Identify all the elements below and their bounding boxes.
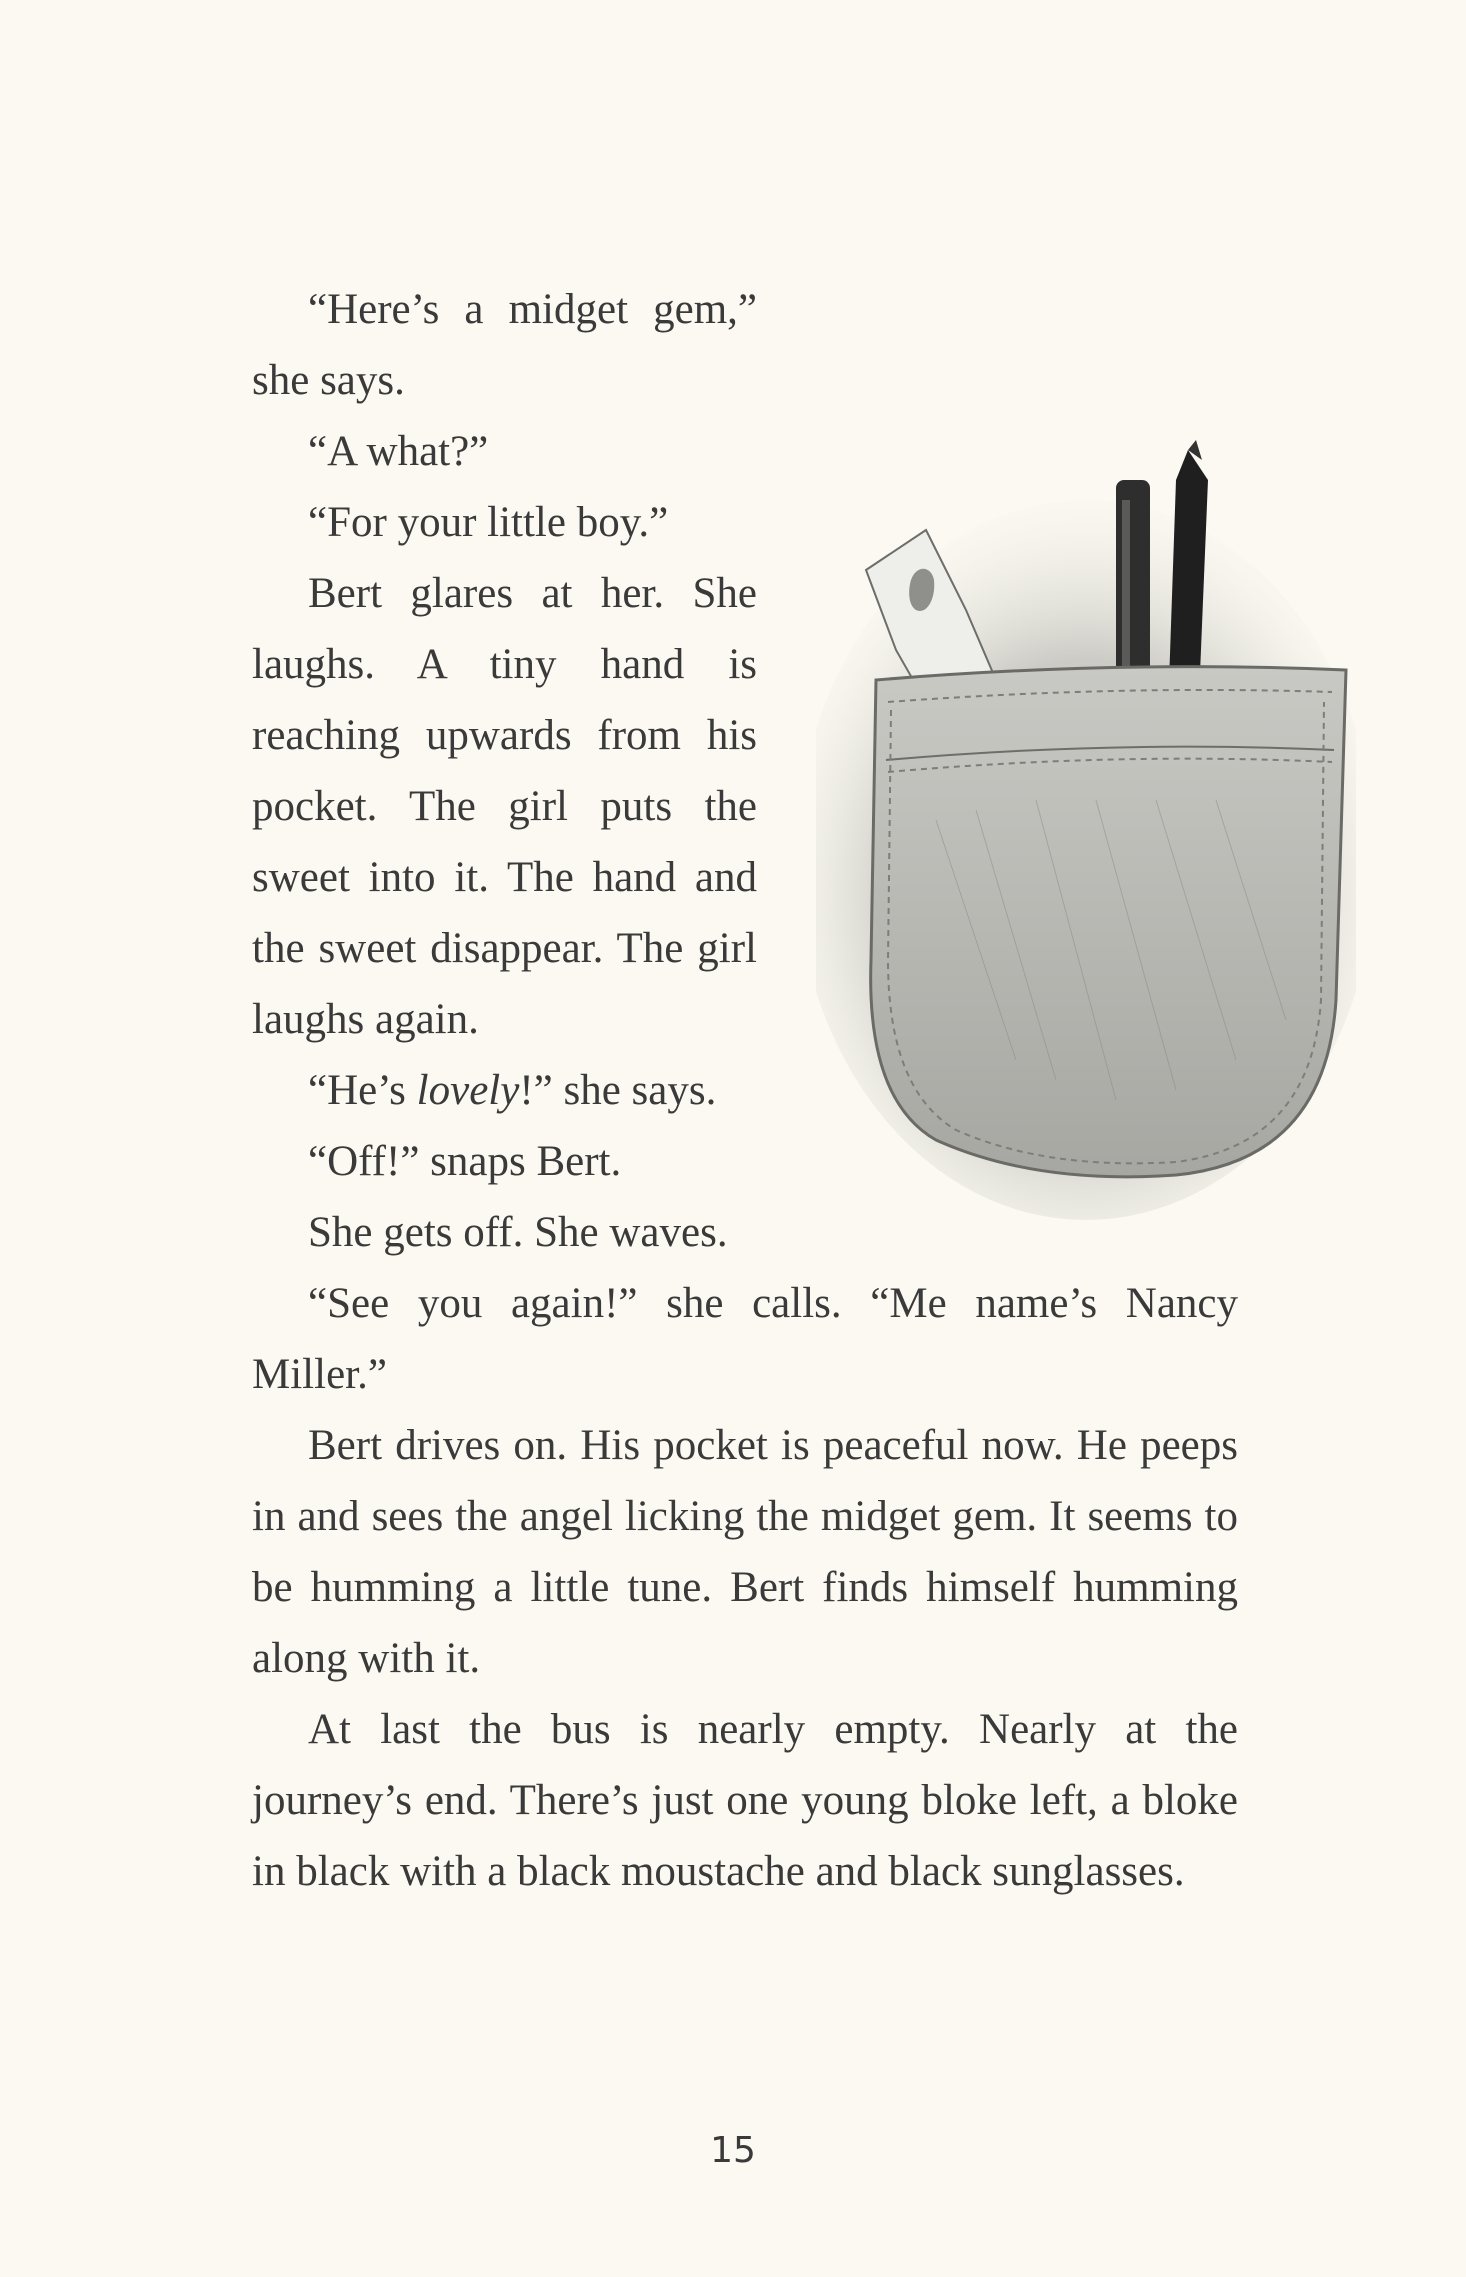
- paragraph: At last the bus is nearly empty. Nearly at the journey’s end. There’s just one young bloke left, a bloke in black with a black moustache and black sunglasses.: [252, 1706, 1238, 1895]
- paragraph: She gets off. She waves.: [308, 1209, 728, 1256]
- paragraph: “Off!” snaps Bert.: [308, 1138, 622, 1185]
- text-run: “He’s: [308, 1067, 417, 1114]
- paragraph: “For your little boy.”: [308, 499, 669, 546]
- emphasis-text: lovely: [416, 1067, 520, 1114]
- shirt-pocket-with-pens-illustration: [816, 440, 1356, 1220]
- paragraph: Bert drives on. His pocket is peaceful now. He peeps in and sees the angel licking the midget gem. It seems to be humming a little tune. Bert finds himself humming along with it.: [252, 1422, 1238, 1682]
- paragraph: “See you again!” she calls. “Me name’s Nancy Miller.”: [252, 1280, 1238, 1398]
- paragraph: [252, 1055, 757, 1126]
- text-run: !” she says.: [519, 1067, 717, 1114]
- page-number: 15: [710, 2130, 756, 2171]
- paragraph: “Here’s a midget gem,” she says.: [252, 286, 757, 404]
- paragraph: “A what?”: [308, 428, 489, 475]
- paragraph: Bert glares at her. She laughs. A tiny hand is reaching upwards from his pocket. The girl puts the sweet into it. The hand and the sweet disappear. The girl laughs again.: [252, 570, 757, 1043]
